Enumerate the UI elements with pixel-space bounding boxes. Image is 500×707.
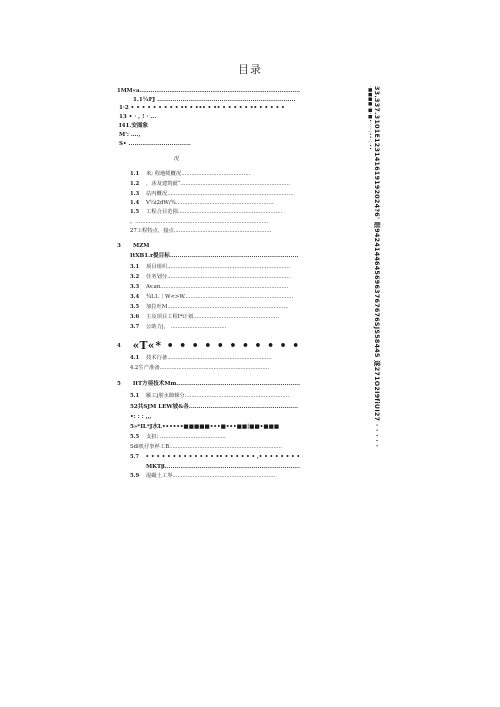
toc-entry-text: 27工程特点、接点.......................................................... xyxy=(130,228,272,234)
toc-entry-text: ¾L1.｜W<>W................................................................. xyxy=(146,294,294,300)
toc-entry-text: 主及项目工程I*计划................................................... xyxy=(146,314,279,320)
toc-entry xyxy=(119,131,140,140)
toc-entry-text: 4.2生产准备................................................................. xyxy=(130,365,270,371)
toc-entry-text: 。............................................................................... xyxy=(130,219,269,225)
toc-entry-number: 1.1 xyxy=(130,171,140,177)
toc-entry xyxy=(146,463,300,472)
toc-entry xyxy=(130,453,300,462)
toc-entry xyxy=(130,423,279,432)
toc-entry-text: 公助力|， ................................. xyxy=(146,324,227,330)
toc-entry-text: ItXB1.r提目标.................................................................. xyxy=(130,253,299,259)
toc-entry-number: 3.1 xyxy=(130,264,140,270)
page-numbers: 33.337.3101E123141619192024?6' 眼94241446456963767676SJS58445 遂271O2I9fiUI27 · · · · · xyxy=(373,86,380,448)
toc-entry xyxy=(130,293,293,302)
toc-entry-number: 1.4 xyxy=(130,200,140,206)
toc-entry xyxy=(130,303,289,312)
toc-entry-text: 站内概况........................................................................... xyxy=(146,191,294,197)
toc-chapter xyxy=(117,339,300,353)
toc-entry-text: 况 xyxy=(174,156,180,162)
toc-entry xyxy=(119,122,148,131)
toc-entry-text: • • • • • • • • • • • • • •• • • • • • • ,• • • • • • • • xyxy=(145,454,301,460)
toc-chapter-number: 3 xyxy=(117,243,121,249)
toc-entry-text: 加拉吐M........................................................................ xyxy=(146,304,289,310)
toc-entry xyxy=(130,392,289,401)
toc-entry-text: ，沐及建筑砒“................................................................. xyxy=(146,181,290,187)
toc-entry-text: 52共SJM LEW坡&各........................................................ xyxy=(130,404,298,410)
toc-entry xyxy=(130,364,269,373)
toc-entry-number: 1.3 xyxy=(130,191,140,197)
toc-entry-number: 3.4 xyxy=(130,294,140,300)
toc-title: 目录 xyxy=(238,63,262,76)
toc-entry-text: 项目组织......................................................................... xyxy=(146,264,291,270)
toc-entry xyxy=(119,104,285,113)
toc-entry xyxy=(119,113,156,122)
toc-entry xyxy=(130,313,279,322)
toc-entry-text: 1·2 • • • • • • • • • •• • ••• • •• • • • • • •• • • • • • xyxy=(119,105,285,111)
toc-entry xyxy=(130,208,282,217)
toc-chapter-title: «T«* • • • • • • • • • • • xyxy=(132,339,301,352)
toc-entry xyxy=(130,218,268,227)
toc-chapter-number: 5 xyxy=(117,381,121,387)
toc-entry xyxy=(130,433,226,442)
toc-entry-text: 5»*IL*J水L••••••■■■■■•••■•••■■|■■•■■■ xyxy=(130,424,280,430)
toc-entry-text: 米; 程地缆概况......................................... xyxy=(146,171,251,177)
toc-entry xyxy=(130,227,271,236)
toc-entry-text: 1.1¼FJ ....................................................................... xyxy=(133,97,296,103)
toc-entry-number: 3.7 xyxy=(130,324,140,330)
toc-entry-text: 1MM«a...................................................................................... xyxy=(117,88,301,94)
toc-entry-number: 4.1 xyxy=(130,355,140,361)
page-numbers-column xyxy=(366,86,386,448)
toc-entry-number: 5.9 xyxy=(130,473,140,479)
toc-entry xyxy=(119,140,191,149)
toc-entry xyxy=(130,199,273,208)
toc-entry-text: 雁工j刖水隙倾分.............................................................. xyxy=(146,393,290,399)
toc-entry-number: 1.5 xyxy=(130,209,140,215)
toc-entry-number: 1.2 xyxy=(130,181,140,187)
toc-entry xyxy=(130,180,290,189)
toc-entry xyxy=(117,87,300,96)
toc-entry-text: Sdl机仔拳杯工B................................................................... xyxy=(130,444,282,450)
toc-entry-text: 技术行备.............................................................. xyxy=(146,355,272,361)
toc-entry xyxy=(130,413,151,422)
toc-entry xyxy=(130,354,272,363)
toc-entry-text: •: : : ,,, xyxy=(130,414,152,420)
toc-entry-number: 3.5 xyxy=(130,304,140,310)
toc-entry xyxy=(174,155,179,164)
toc-chapter-title: ItT方亜技术Mm................................................................ xyxy=(132,381,301,387)
toc-entry xyxy=(130,273,290,282)
toc-entry-number: 3.6 xyxy=(130,314,140,320)
toc-entry xyxy=(130,252,298,261)
toc-entry-text: M': …., xyxy=(119,132,141,138)
toc-entry-text: 支扣: ....................................... xyxy=(146,434,226,440)
toc-entry-number: 3.3 xyxy=(130,284,140,290)
toc-entry-text: 混礙土工界............................................................. xyxy=(146,473,276,479)
toc-entry-text: S• ................................ xyxy=(119,141,191,147)
toc-entry xyxy=(130,283,288,292)
toc-entry-number: 5.5 xyxy=(130,434,140,440)
toc-entry-number: 3.2 xyxy=(130,274,140,280)
toc-entry xyxy=(130,323,226,332)
toc-entry xyxy=(130,403,298,412)
toc-chapter xyxy=(117,380,300,389)
toc-chapter xyxy=(117,242,149,251)
toc-entry xyxy=(130,190,293,199)
toc-entry-text: V¼i2dW/¾.......................................................... xyxy=(146,200,274,206)
toc-entry-text: 13 • · , ! · ... xyxy=(119,114,157,120)
toc-entry xyxy=(130,443,282,452)
toc-entry-text: MKTβ...................................................................... xyxy=(146,464,301,470)
toc-chapter-title: MZM xyxy=(133,243,150,249)
toc-entry-text: Av.an............................................................................ xyxy=(146,284,289,290)
toc-entry-text: 工程合目范围.............................................................. xyxy=(146,209,283,215)
toc-entry-number: 5.1 xyxy=(130,393,140,399)
toc-chapter-number: 4 xyxy=(117,343,121,349)
toc-entry xyxy=(130,170,250,179)
page-numbers-sub: ·■■■■·■·■•·····;••·;·•• xyxy=(367,86,372,151)
toc-entry-text: I41.安图象 xyxy=(119,123,149,129)
toc-entry xyxy=(130,472,275,481)
toc-entry xyxy=(130,263,290,272)
toc-entry-text: 任务划分......................................................................... xyxy=(146,274,291,280)
toc-entry-number: 5.7 xyxy=(130,454,139,460)
